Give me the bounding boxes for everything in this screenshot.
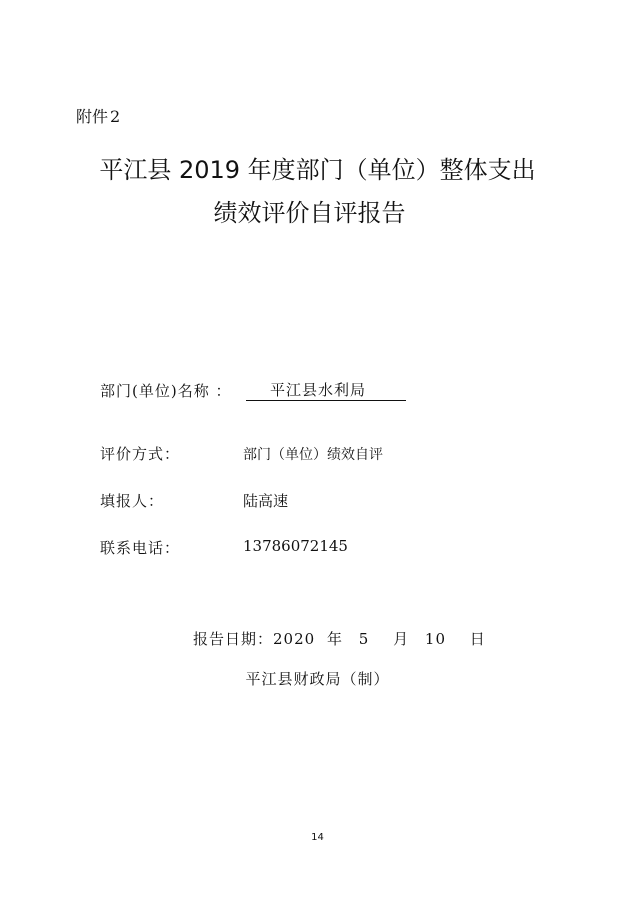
- issuer: 平江县财政局（制）: [245, 670, 390, 688]
- department-value: 平江县水利局: [246, 381, 406, 401]
- report-title-line2: 绩效评价自评报告: [213, 199, 406, 227]
- method-value: 部门（单位）绩效自评: [243, 447, 383, 463]
- report-date: [193, 628, 486, 649]
- report-date-label: 报告日期：: [193, 630, 274, 648]
- method-label: 评价方式：: [100, 445, 181, 463]
- report-date-day: 10: [424, 630, 446, 648]
- report-date-year: 2020: [273, 630, 316, 648]
- attachment-label: [76, 104, 120, 127]
- filler-value: 陆高速: [243, 492, 289, 510]
- phone-label: 联系电话：: [100, 539, 181, 557]
- report-date-month-unit: 月: [393, 630, 410, 648]
- report-title-line1: 平江县 2019 年度部门（单位）整体支出: [99, 156, 536, 184]
- phone-value: 13786072145: [243, 537, 348, 555]
- page-number: 14: [311, 832, 324, 843]
- report-date-month: 5: [358, 630, 370, 648]
- department-label: 部门(单位)名称 ：: [100, 382, 232, 400]
- filler-label: 填报人：: [100, 492, 165, 510]
- attachment-text: 附件: [76, 107, 109, 126]
- report-date-day-unit: 日: [469, 630, 486, 648]
- report-date-year-unit: 年: [326, 630, 343, 648]
- attachment-number: 2: [110, 107, 121, 126]
